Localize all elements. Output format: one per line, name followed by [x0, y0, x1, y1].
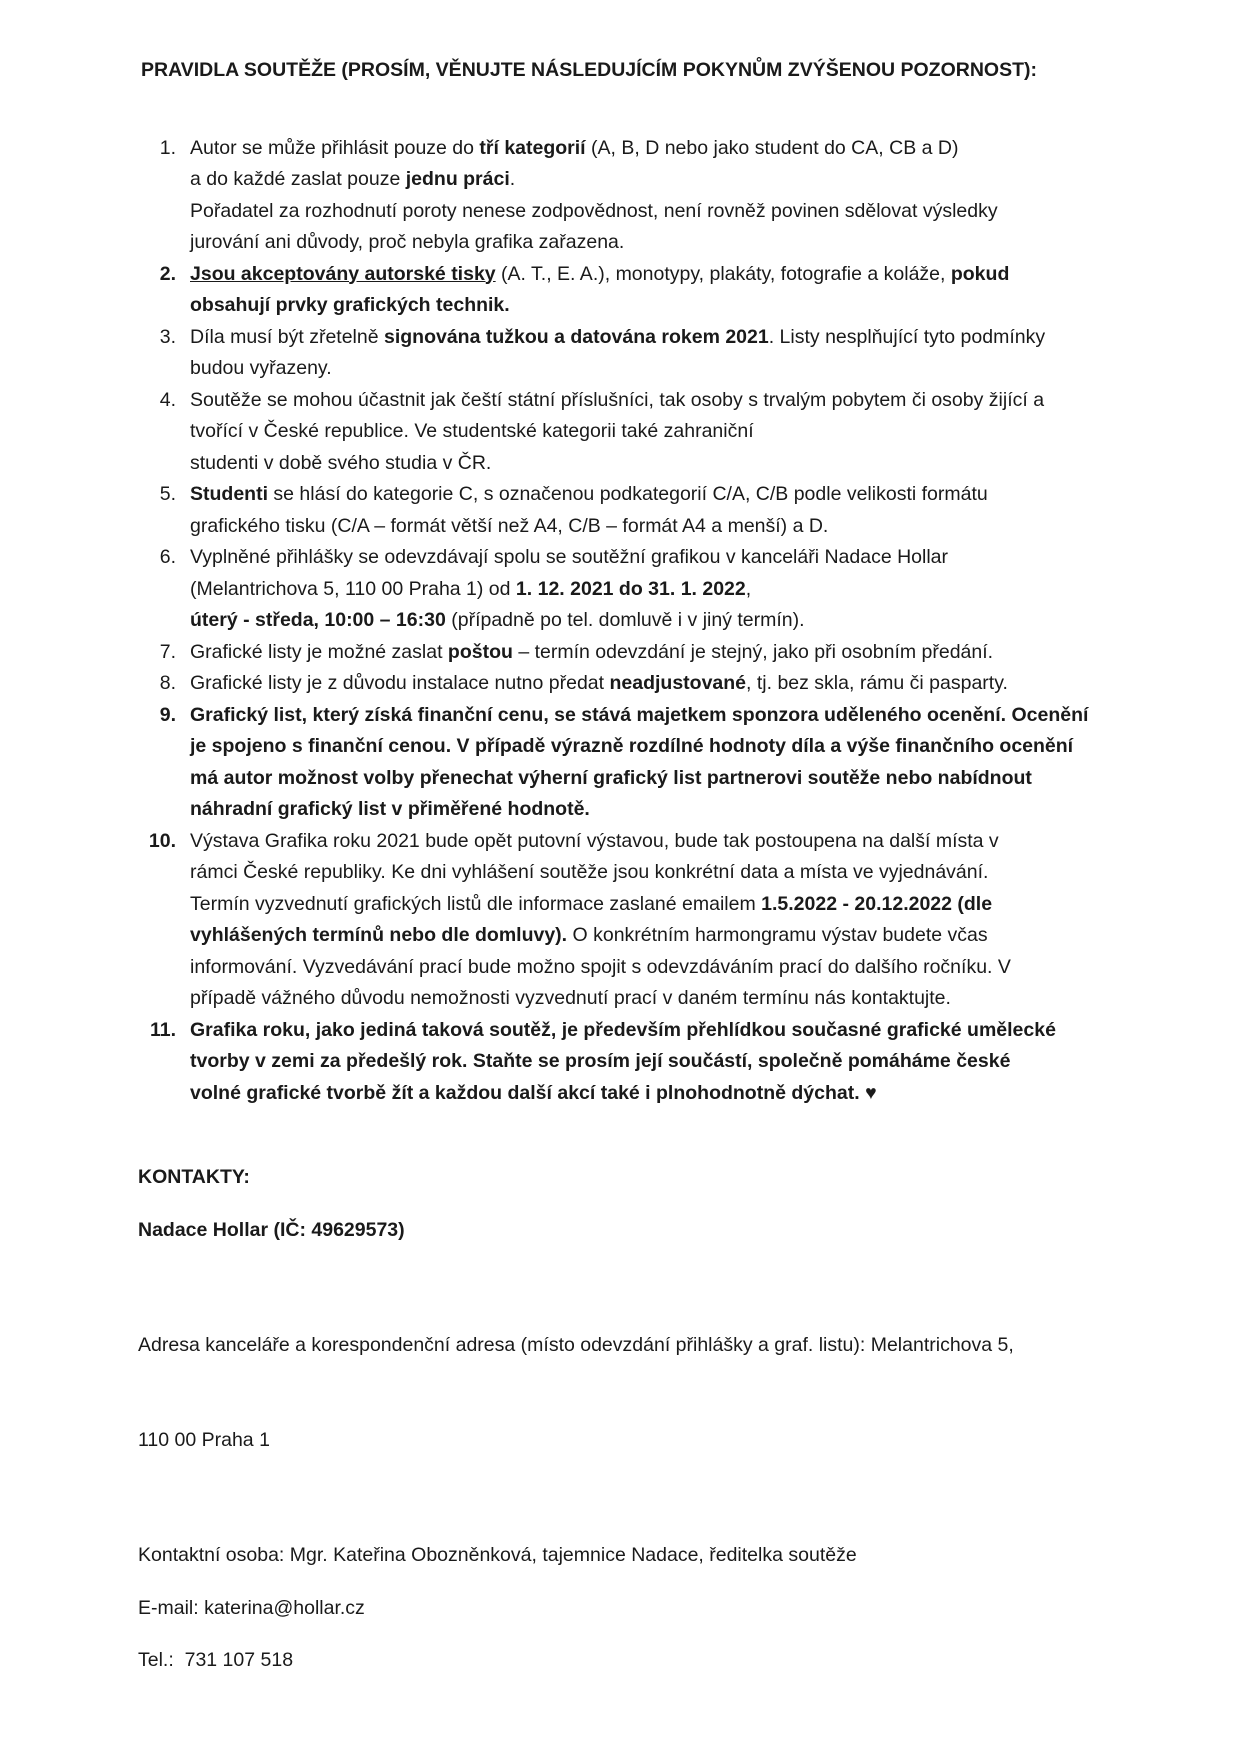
rule-text [190, 322, 1045, 385]
text-run: obsahují prvky grafických technik. [190, 294, 510, 316]
rule-item [138, 385, 1180, 480]
rule-line [190, 574, 948, 606]
text-run: Výstava Grafika roku 2021 bude opět putovní výstavou, bude tak postoupena na další místa v [190, 829, 999, 852]
rule-number: 10. [148, 829, 176, 852]
text-run: grafického tisku (C/A – formát větší než A4, C/B – formát A4 a menší) a D. [190, 514, 829, 537]
text-run: studenti v době svého studia v ČR. [190, 451, 492, 474]
rule-number: 7. [159, 640, 176, 663]
document-title: PRAVIDLA SOUTĚŽE (PROSÍM, VĚNUJTE NÁSLEDUJÍCÍM POKYNŮM ZVÝŠENOU POZORNOST): [141, 59, 1037, 81]
text-run: Termín vyzvednutí grafických listů dle informace zaslané emailem [190, 892, 762, 915]
text-run: Grafický list, který získá finanční cenu, se stává majetkem sponzora uděleného ocenění. Ocenění [190, 703, 1089, 726]
rule-line [190, 763, 1088, 795]
text-run: volné grafické tvorbě žít a každou další akcí také i plnohodnotně dýchat. ♥ [190, 1081, 877, 1104]
text-run: signována tužkou a datována rokem 2021 [384, 325, 769, 348]
text-run: neadjustované [609, 672, 747, 694]
rule-line [190, 353, 1045, 385]
rule-line [190, 1078, 1056, 1110]
rule-line [190, 1046, 1056, 1078]
rule-item [138, 637, 1180, 669]
contact-organization: Nadace Hollar (IČ: 49629573) [138, 1218, 405, 1241]
text-run: Autor se může přihlásit pouze do [190, 136, 480, 159]
text-run: informování. Vyzvedávání prací bude možno spojit s odevzdáváním prací do dalšího ročníku. V [190, 955, 1011, 978]
rules-list [138, 133, 1180, 1110]
text-run: pokud [950, 262, 1010, 285]
text-run: má autor možnost volby přenechat výherní grafický list partnerovi soutěže nebo nabídnout [190, 766, 1032, 789]
rule-item [138, 479, 1180, 542]
text-run: Grafika roku, jako jediná taková soutěž, je především přehlídkou současné grafické umělecké [190, 1018, 1056, 1041]
rule-item [138, 826, 1180, 1015]
text-run: (A, B, D nebo jako student do CA, CB a D) [585, 136, 959, 159]
rule-line [190, 196, 998, 228]
text-run: je spojeno s finanční cenou. V případě výrazně rozdílné hodnoty díla a výše finančního ocenění [190, 735, 1074, 757]
rule-line [190, 731, 1088, 763]
rule-text [190, 385, 1044, 480]
rule-line [190, 889, 1011, 921]
text-run: . Listy nesplňující tyto podmínky [768, 325, 1046, 348]
rule-item [138, 259, 1180, 322]
rule-item [138, 1015, 1180, 1110]
rule-line [190, 290, 1009, 322]
rule-text [190, 700, 1088, 826]
text-run: a do každé zaslat pouze [190, 168, 406, 190]
rule-line [190, 668, 1008, 700]
text-run: vyhlášených termínů nebo dle domluvy). [190, 924, 568, 946]
rule-line [190, 133, 998, 165]
rule-line [190, 227, 998, 259]
rule-text [190, 637, 993, 669]
rule-line [190, 1015, 1056, 1047]
contacts-heading: KONTAKTY: [138, 1166, 250, 1188]
rule-text [190, 479, 988, 542]
rule-text [190, 542, 948, 637]
rule-number: 9. [159, 703, 176, 726]
rule-item [138, 668, 1180, 700]
rule-number: 1. [159, 136, 176, 159]
contact-address-line-1: Adresa kanceláře a korespondenční adresa (místo odevzdání přihlášky a graf. listu): Melantrichova 5, [138, 1334, 1014, 1356]
rule-item [138, 322, 1180, 385]
text-run: Grafické listy je z důvodu instalace nutno předat [190, 672, 610, 694]
text-run: případě vážného důvodu nemožnosti vyzvednutí prací v daném termínu nás kontaktujte. [190, 987, 951, 1009]
rule-line [190, 448, 1044, 480]
rule-item [138, 700, 1180, 826]
rule-line [190, 700, 1088, 732]
contacts-section [138, 1162, 1180, 1677]
text-run: (Melantrichova 5, 110 00 Praha 1) od [190, 577, 516, 600]
text-run: – termín odevzdání je stejný, jako při osobním předání. [512, 640, 994, 663]
text-run: tvorby v zemi za předešlý rok. Staňte se prosím její součástí, společně pomáháme české [190, 1050, 1011, 1072]
rule-line [190, 794, 1088, 826]
rule-line [190, 952, 1011, 984]
rule-number: 5. [159, 483, 176, 505]
text-run: náhradní grafický list v přiměřené hodnotě. [190, 798, 590, 820]
rule-line [190, 416, 1044, 448]
text-run: jednu práci [405, 168, 510, 190]
text-run: , tj. bez skla, rámu či pasparty. [746, 672, 1008, 694]
rule-line [190, 920, 1011, 952]
text-run: Pořadatel za rozhodnutí poroty nenese zodpovědnost, není rovněž povinen sdělovat výsledky [190, 199, 998, 222]
text-run: se hlásí do kategorie C, s označenou podkategorií C/A, C/B podle velikosti formátu [268, 483, 988, 505]
text-run: poštou [447, 640, 513, 663]
rule-line [190, 259, 1009, 291]
text-run: úterý - středa, 10:00 – 16:30 [190, 609, 446, 631]
text-run: O konkrétním harmongramu výstav budete včas [567, 924, 988, 946]
rule-line [190, 164, 998, 196]
rule-line [190, 637, 993, 669]
text-run: Grafické listy je možné zaslat [190, 640, 448, 663]
rule-line [190, 605, 948, 637]
rule-line [190, 983, 1011, 1015]
rule-line [190, 857, 1011, 889]
rule-line [190, 322, 1045, 354]
rule-item [138, 133, 1180, 259]
rule-item [138, 542, 1180, 637]
rule-text [190, 259, 1009, 322]
rule-line [190, 385, 1044, 417]
rule-number: 4. [159, 388, 176, 411]
rule-line [190, 479, 988, 511]
contact-phone: Tel.: 731 107 518 [138, 1649, 294, 1671]
rule-number: 8. [159, 672, 176, 694]
text-run: (A. T., E. A.), monotypy, plakáty, fotografie a koláže, [495, 262, 951, 285]
rule-number: 2. [159, 262, 176, 285]
text-run: 1. 12. 2021 do 31. 1. 2022 [515, 577, 746, 600]
rule-text [190, 133, 998, 259]
text-run: Jsou akceptovány autorské tisky [190, 262, 496, 285]
text-run: . [509, 168, 516, 190]
contact-person: Kontaktní osoba: Mgr. Kateřina Obozněnková, tajemnice Nadace, ředitelka soutěže [138, 1544, 857, 1566]
text-run: tvořící v České republice. Ve studentské kategorii také zahraniční [190, 420, 754, 442]
contact-address-line-2: 110 00 Praha 1 [138, 1428, 270, 1451]
rule-number: 3. [159, 325, 176, 348]
text-run: Soutěže se mohou účastnit jak čeští státní příslušníci, tak osoby s trvalým pobytem či osoby žijící a [190, 388, 1045, 411]
text-run: tří kategorií [479, 136, 586, 159]
text-run: , [745, 577, 752, 600]
text-run: Vyplněné přihlášky se odevzdávají spolu se soutěžní grafikou v kanceláři Nadace Hollar [190, 546, 949, 568]
text-run: rámci České republiky. Ke dni vyhlášení soutěže jsou konkrétní data a místa ve vyjednávání. [190, 861, 989, 883]
text-run: budou vyřazeny. [190, 357, 332, 379]
rule-text [190, 826, 1011, 1015]
contact-address [138, 1267, 1180, 1519]
rule-text [190, 1015, 1056, 1110]
rule-line [190, 542, 948, 574]
contact-email: E-mail: katerina@hollar.cz [138, 1596, 365, 1619]
rule-number: 6. [159, 546, 176, 568]
rule-text [190, 668, 1008, 700]
text-run: (případně po tel. domluvě i v jiný termín). [445, 609, 805, 631]
rule-line [190, 511, 988, 543]
text-run: jurování ani důvody, proč nebyla grafika zařazena. [190, 231, 625, 253]
text-run: 1.5.2022 - 20.12.2022 (dle [761, 892, 993, 915]
text-run: Díla musí být zřetelně [190, 325, 384, 348]
rule-number: 11. [149, 1018, 176, 1041]
rule-line [190, 826, 1011, 858]
text-run: Studenti [190, 483, 268, 505]
